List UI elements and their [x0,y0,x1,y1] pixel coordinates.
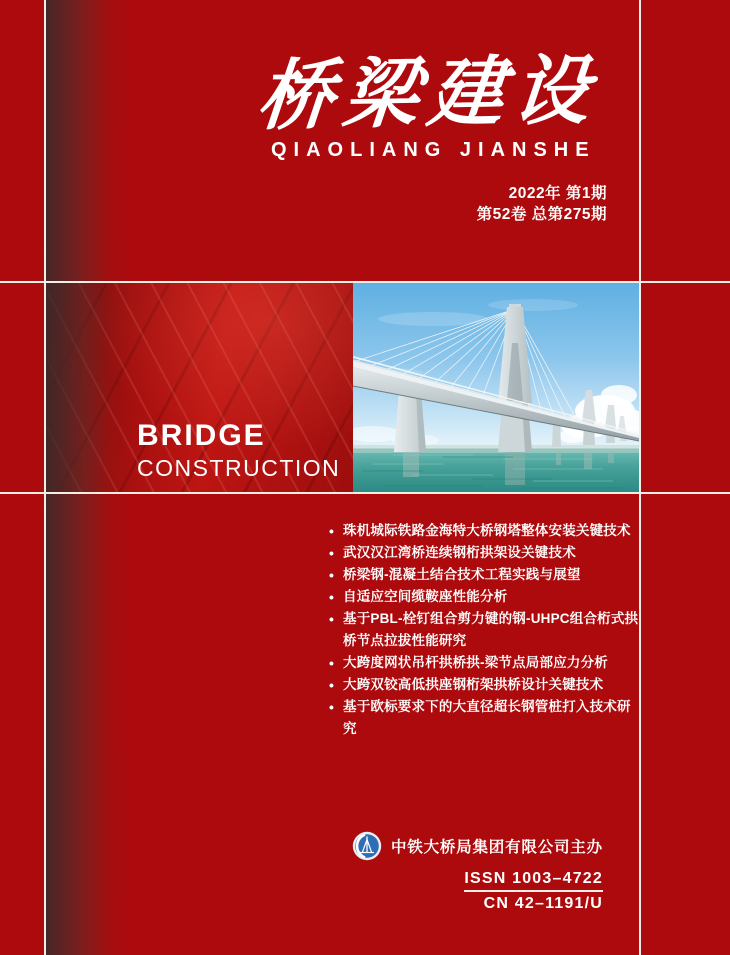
red-bridge-panel [46,283,353,492]
issue-info [477,183,607,225]
publisher-name: 中铁大桥局集团有限公司主办 [391,839,603,856]
article-item: • 桥梁钢-混凝土结合技术工程实践与展望 [329,564,641,586]
bullet-icon: • [329,611,335,627]
bullet-icon: • [329,567,335,583]
journal-title-chinese: 桥梁建设 [253,48,603,140]
cable-stayed-bridge-illustration [353,283,639,492]
grid-horizontal-line-top [0,281,730,283]
issn-number: ISSN 1003–4722 [464,870,603,892]
issue-year-number: 2022年 第1期 [508,185,607,202]
bullet-icon: • [329,655,335,671]
panel-title-bridge: BRIDGE [137,419,266,452]
article-list [329,520,641,740]
issn-block [464,870,603,913]
article-item: • 珠机城际铁路金海特大桥钢塔整体安装关键技术 [329,520,641,542]
issue-volume-total: 第52卷 总第275期 [476,206,607,223]
bullet-icon: • [329,677,335,693]
article-item: • 大跨度网状吊杆拱桥拱-梁节点局部应力分析 [329,652,641,674]
article-item: • 基于欧标要求下的大直径超长钢管桩打入技术研究 [329,696,641,740]
article-item: • 自适应空间缆鞍座性能分析 [329,586,641,608]
bullet-icon: • [329,699,335,715]
article-item: • 大跨双铰高低拱座钢桁架拱桥设计关键技术 [329,674,641,696]
bullet-icon: • [329,523,335,539]
bullet-icon: • [329,589,335,605]
grid-vertical-line-right [639,0,641,955]
article-item: • 基于PBL-栓钉组合剪力键的钢-UHPC组合桁式拱桥节点拉拔性能研究 [329,608,641,652]
article-item: • 武汉汉江湾桥连续钢桁拱架设关键技术 [329,542,641,564]
grid-horizontal-line-bottom [0,492,730,494]
bridge-photo [353,283,639,492]
grid-vertical-line-left [44,0,46,955]
cn-number: CN 42–1191/U [483,895,603,912]
panel-title-construction: CONSTRUCTION [137,455,341,481]
journal-title-pinyin: QIAOLIANG JIANSHE [271,139,596,161]
bullet-icon: • [329,545,335,561]
mbec-bridge-logo-icon [352,831,382,861]
publisher-row [352,831,603,861]
